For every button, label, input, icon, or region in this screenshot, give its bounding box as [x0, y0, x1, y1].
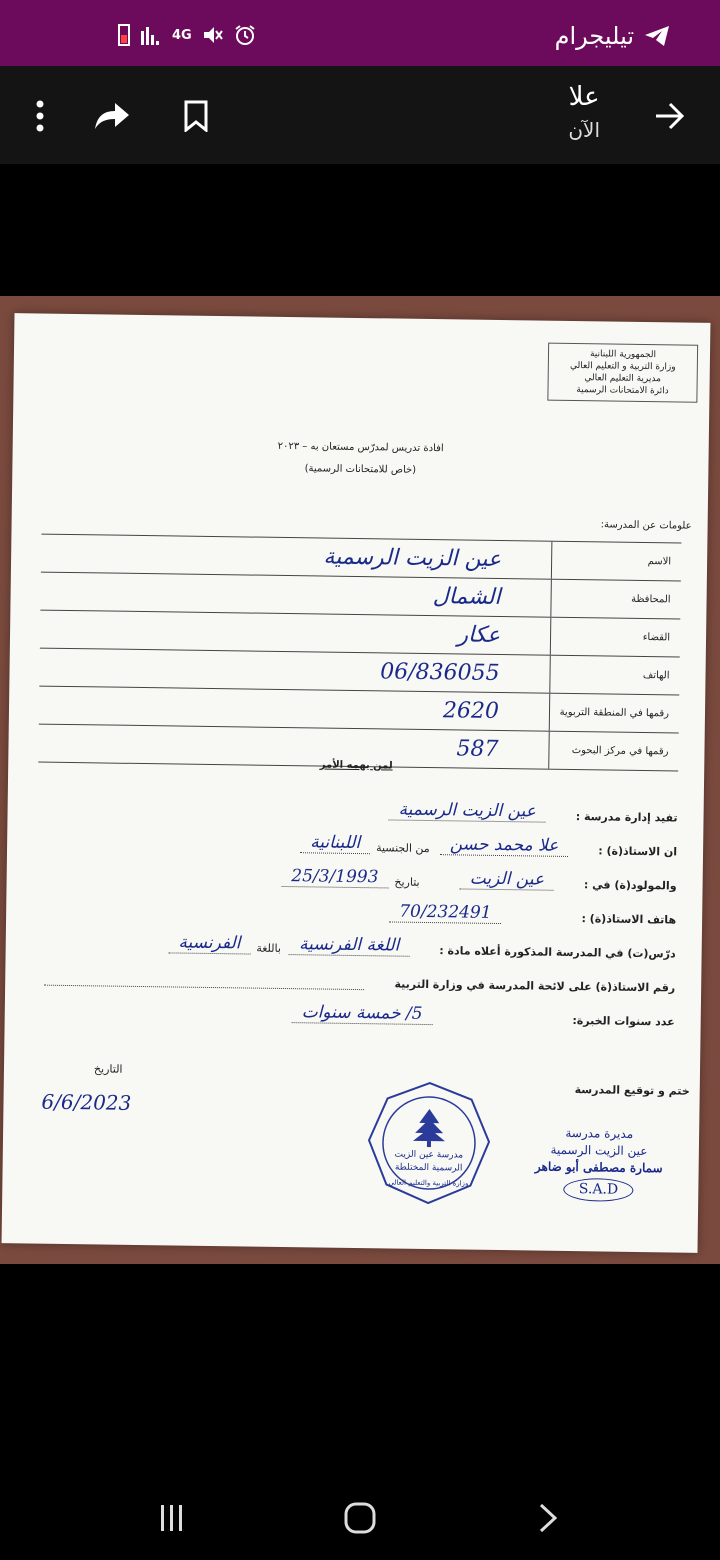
- field-line: [37, 822, 677, 859]
- field-value: اللغة الفرنسية: [289, 934, 410, 957]
- field-label: ان الاستاذ(ة) :: [598, 844, 678, 859]
- to-whom-heading: لمن يهمه الأمر: [319, 759, 393, 772]
- more-options-button[interactable]: [12, 88, 68, 144]
- ministry-header: [547, 343, 698, 403]
- field-line: [36, 890, 676, 927]
- recent-apps-button[interactable]: [142, 1488, 202, 1548]
- date-label: التاريخ: [93, 1062, 123, 1076]
- field-line: [37, 856, 677, 893]
- field-line: [35, 992, 675, 1029]
- home-icon: [343, 1501, 377, 1535]
- home-button[interactable]: [330, 1488, 390, 1548]
- document-subtitle: (خاص للامتحانات الرسمية): [304, 463, 417, 476]
- field-value: عين الزيت الرسمية: [388, 799, 546, 822]
- notification-telegram: [555, 22, 670, 50]
- official-stamp: [364, 1078, 494, 1208]
- row-label: رقمها في المنطقة التربوية: [549, 694, 680, 733]
- back-button[interactable]: [642, 88, 698, 144]
- field-label: رقم الاستاذ(ة) على لائحة المدرسة في وزارة التربية: [394, 977, 676, 995]
- field-value: 70/232491: [389, 901, 502, 924]
- field-value: عين الزيت: [460, 868, 555, 890]
- share-arrow-icon: [93, 101, 131, 131]
- field-line: [38, 788, 678, 825]
- row-value: 2620: [442, 698, 500, 724]
- field-label: والمولود(ة) في :: [583, 878, 677, 893]
- row-value: 587: [456, 736, 499, 762]
- cedar-stamp-icon: [364, 1078, 494, 1208]
- field-value: علا محمد حسن: [440, 834, 569, 857]
- arrow-right-icon: [654, 102, 686, 130]
- header-line: الجمهورية اللبنانية: [589, 349, 657, 361]
- save-bookmark-button[interactable]: [168, 88, 224, 144]
- field-label: عدد سنوات الخبرة:: [572, 1014, 675, 1029]
- sender-info: [568, 82, 600, 142]
- battery-icon: [118, 24, 130, 46]
- field-value: 5/ خمسة سنوات: [292, 1002, 433, 1025]
- stamp-ring-text: وزارة التربية والتعليم العالي: [388, 1178, 469, 1188]
- stamp-line: الرسمية المختلطة: [394, 1162, 463, 1174]
- field-line: [36, 924, 676, 961]
- app-name: تيليجرام: [554, 22, 634, 50]
- declaration-fields: [38, 788, 678, 1029]
- stamp-text: [365, 1148, 493, 1176]
- field-value: [44, 985, 364, 990]
- signature-line: عين الزيت الرسمية: [550, 1142, 648, 1159]
- sender-name: علا: [568, 82, 600, 112]
- signature-block: [535, 1125, 664, 1203]
- system-nav-bar: [0, 1460, 720, 1560]
- header-line: مديرية التعليم العالي: [584, 373, 662, 385]
- document-title: افادة تدريس لمدرّس مستعان به – ٢٠٢٣: [277, 440, 444, 455]
- field-line: [35, 958, 675, 995]
- header-line: دائرة الامتحانات الرسمية: [576, 385, 669, 397]
- alarm-icon: [234, 24, 256, 46]
- certificate-paper: [2, 313, 711, 1253]
- field-value: 25/3/1993: [281, 866, 388, 888]
- bookmark-icon: [183, 100, 209, 132]
- mute-icon: [202, 25, 224, 45]
- row-label: الاسم: [551, 542, 682, 581]
- field-value: الفرنسية: [168, 932, 250, 954]
- stamp-label: ختم و توقيع المدرسة: [574, 1083, 690, 1098]
- field-label: هاتف الاستاذ(ة) :: [581, 912, 677, 927]
- message-time: الآن: [568, 118, 600, 142]
- status-icons: [118, 24, 256, 46]
- stamp-line: مدرسة عين الزيت: [394, 1149, 464, 1161]
- row-value: 06/836055: [379, 659, 500, 686]
- initials-signature: S.A.D: [564, 1178, 634, 1202]
- school-info-table: [38, 534, 681, 772]
- row-label: القضاء: [550, 618, 681, 657]
- field-label: درّس(ت) في المدرسة المذكورة أعلاه مادة :: [439, 944, 676, 961]
- row-label: الهاتف: [549, 656, 680, 695]
- field-label: من الجنسية: [376, 841, 430, 856]
- back-nav-button[interactable]: [518, 1488, 578, 1548]
- signal-icon: [140, 25, 162, 45]
- signature-line: سمارة مصطفى أبو ضاهر: [534, 1159, 663, 1176]
- document-photo[interactable]: [0, 296, 720, 1264]
- recents-icon: [157, 1503, 187, 1533]
- field-label: تفيد إدارة مدرسة :: [575, 810, 678, 825]
- field-value: اللبنانية: [300, 832, 370, 854]
- row-value: عين الزيت الرسمية: [323, 544, 502, 573]
- media-viewer-toolbar: [0, 66, 720, 164]
- telegram-icon: [644, 25, 670, 47]
- field-label: باللغة: [256, 941, 282, 955]
- row-value: الشمال: [432, 584, 501, 610]
- row-label: المحافظة: [550, 580, 681, 619]
- share-button[interactable]: [84, 88, 140, 144]
- status-bar: [0, 0, 720, 66]
- header-line: وزارة التربية و التعليم العالي: [569, 360, 676, 373]
- more-vert-icon: [35, 100, 45, 132]
- row-value: عكار: [457, 622, 501, 648]
- network-label: 4G: [172, 27, 192, 43]
- row-label: رقمها في مركز البحوث: [548, 732, 679, 771]
- section-label: علومات عن المدرسة:: [600, 519, 692, 532]
- date-value: 6/6/2023: [41, 1089, 132, 1115]
- signature-line: مديرة مدرسة: [565, 1125, 634, 1141]
- chevron-right-icon: [538, 1502, 558, 1534]
- field-label: بتاريخ: [394, 875, 420, 889]
